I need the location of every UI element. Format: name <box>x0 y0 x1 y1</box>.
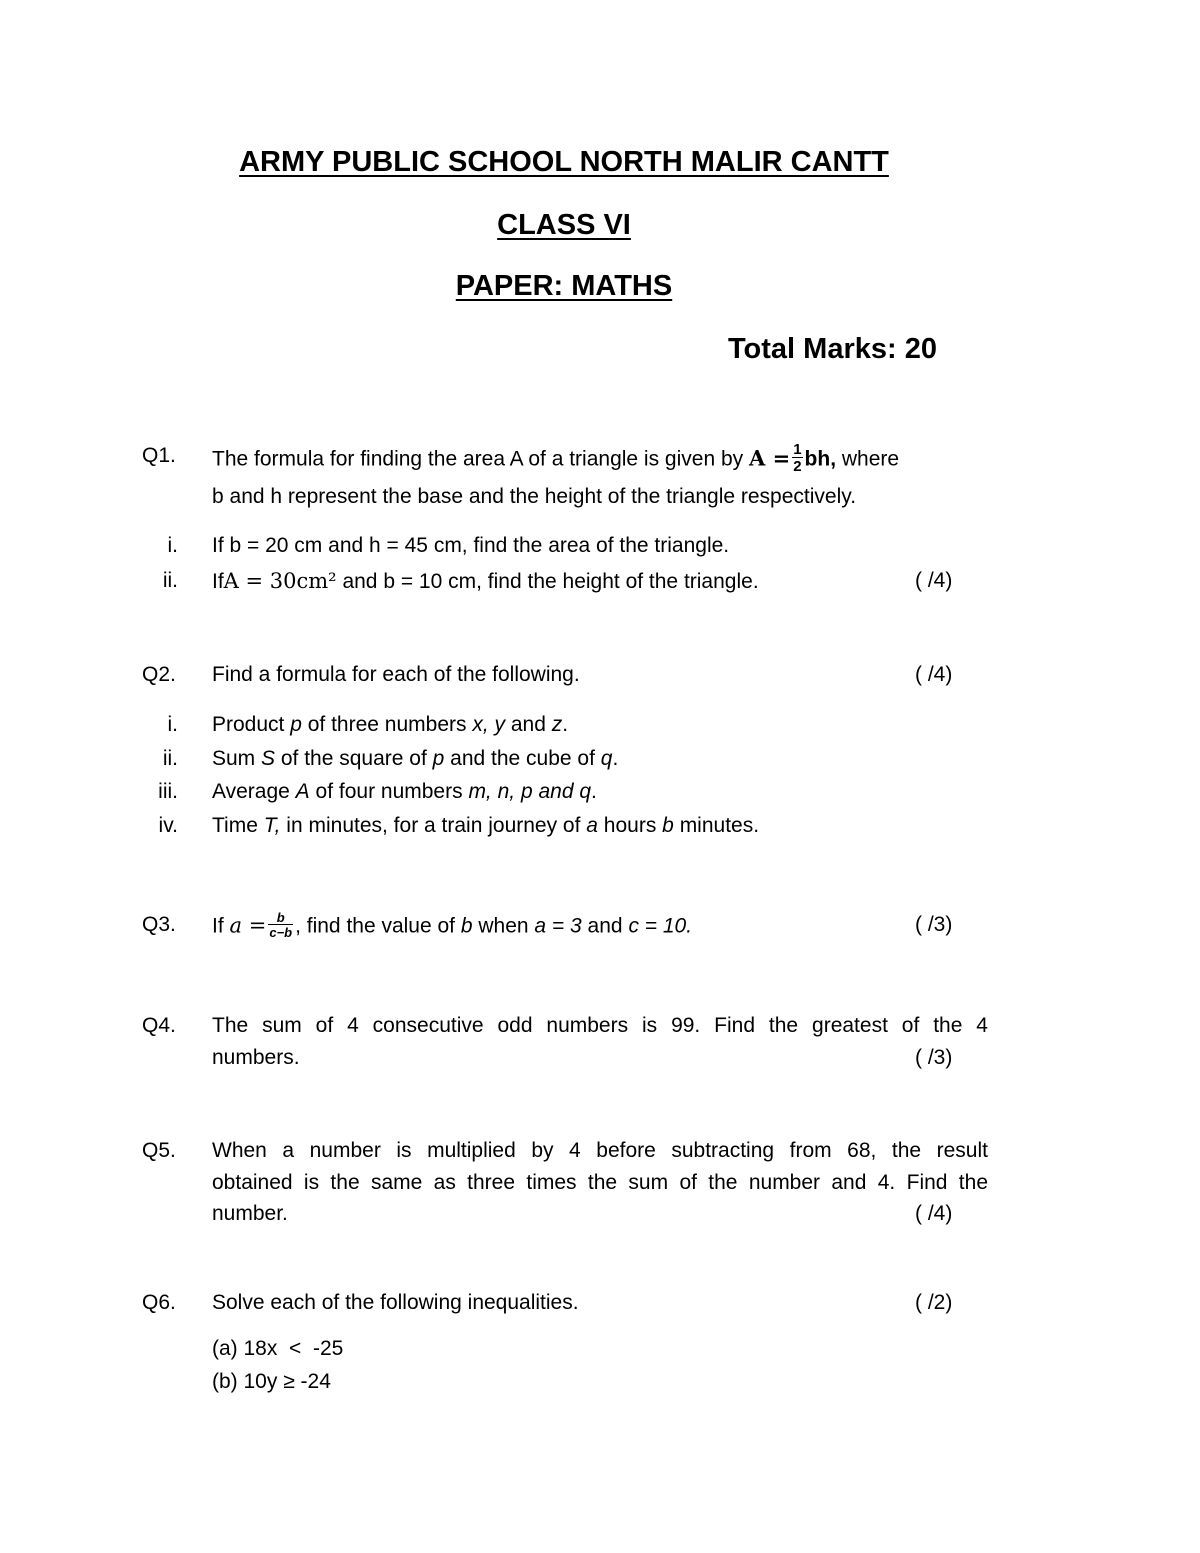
q2-part-iv-d: a <box>586 814 598 837</box>
total-marks: Total Marks: 20 <box>728 333 937 365</box>
q2-part-i-f: z <box>551 713 563 736</box>
q6-number: Q6. <box>142 1291 176 1314</box>
q2-part-iv-text <box>212 814 759 838</box>
q2-part-i-number: i. <box>167 713 178 736</box>
q1-text-line2: b and h represent the base and the height of the triangle respectively. <box>212 485 857 508</box>
q1-part-ii-text <box>212 569 759 594</box>
q1-part-i-number: i. <box>167 534 178 557</box>
q3-fraction <box>268 911 293 939</box>
q1-number: Q1. <box>142 444 176 467</box>
q2-part-ii-d: p <box>432 747 445 770</box>
q3-lhs: a = <box>229 913 267 938</box>
q2-part-iv-a: Time <box>212 814 264 837</box>
q1-formula-lhs: A = <box>749 445 791 471</box>
q5-line2: obtained is the same as three times the sum of the number and 4. Find the <box>212 1171 988 1194</box>
q3-fraction-denominator: c−b <box>269 925 293 940</box>
q2-part-iii-e: . <box>591 780 597 803</box>
q2-part-i-g: . <box>562 713 569 736</box>
q3-text <box>212 910 693 941</box>
q2-part-i-d: x, y <box>472 713 505 736</box>
q3-d: a = 3 <box>534 914 582 938</box>
q2-part-iii-a: Average <box>212 780 296 803</box>
q1-formula-fraction <box>792 442 802 474</box>
q6-text: Solve each of the following inequalities. <box>212 1291 579 1314</box>
school-name: ARMY PUBLIC SCHOOL NORTH MALIR CANTT <box>239 146 889 178</box>
q5-line1: When a number is multiplied by 4 before subtracting from 68, the result <box>212 1139 988 1162</box>
q2-part-ii-c: of the square of <box>275 747 433 770</box>
q2-part-iv-b: T, <box>263 814 281 837</box>
q1-part-i-text: If b = 20 cm and h = 45 cm, find the area of the triangle. <box>212 534 730 557</box>
q3-e: and <box>581 914 629 938</box>
q2-marks: ( /4) <box>915 663 953 686</box>
q2-part-i-e: and <box>505 713 552 736</box>
q2-part-ii-a: Sum <box>212 747 262 770</box>
q2-part-iv-e: hours <box>597 814 663 837</box>
q1-fraction-denominator: 2 <box>793 458 802 475</box>
q4-marks: ( /3) <box>915 1046 953 1069</box>
q4-line2: numbers. <box>212 1046 300 1069</box>
q2-part-i-b: p <box>290 713 302 736</box>
q2-part-i-text <box>212 713 568 737</box>
q2-part-iv-f: b <box>662 814 674 837</box>
q1-part-ii-number: ii. <box>162 569 178 592</box>
q2-part-iii-c: of four numbers <box>309 780 469 803</box>
q2-part-i-c: of three numbers <box>301 713 473 736</box>
q2-part-iii-d: m, n, p and q <box>468 780 592 803</box>
q3-pre: If <box>212 914 224 938</box>
q3-f: c = 10. <box>628 914 693 938</box>
q1-text-b: where <box>841 447 900 471</box>
class-title: CLASS VI <box>497 209 631 241</box>
q6-part-b: (b) 10y ≥ -24 <box>212 1370 331 1393</box>
q1-part-ii-post: and b = 10 cm, find the height of the triangle. <box>342 570 759 593</box>
q1-fraction-numerator: 1 <box>793 441 802 458</box>
q2-part-ii-text <box>212 747 618 771</box>
q4-line1: The sum of 4 consecutive odd numbers is 99. Find the greatest of the 4 <box>212 1014 988 1037</box>
q2-number: Q2. <box>142 663 176 686</box>
q2-part-iii-text <box>212 780 597 804</box>
q5-line3: number. <box>212 1202 288 1225</box>
q2-part-iv-g: minutes. <box>673 814 760 837</box>
q2-part-ii-e: and the cube of <box>444 747 601 770</box>
q3-a: , find the value of <box>295 914 461 938</box>
q2-part-ii-f: q <box>600 747 613 770</box>
q1-marks: ( /4) <box>915 569 953 592</box>
q2-part-i-a: Product <box>212 713 291 736</box>
q6-part-a: (a) 18x < -25 <box>212 1337 344 1360</box>
q1-text-a: The formula for finding the area A of a triangle is given by <box>212 447 744 471</box>
q2-part-iii-b: A <box>295 780 310 803</box>
q3-b: b <box>460 914 473 938</box>
q3-number: Q3. <box>142 913 176 936</box>
q2-part-ii-b: S <box>261 747 276 770</box>
q3-fraction-numerator: b <box>276 910 285 925</box>
q4-number: Q4. <box>142 1014 176 1037</box>
q3-marks: ( /3) <box>915 913 953 936</box>
q3-c: when <box>472 914 535 938</box>
q1-part-ii-pre: If <box>212 570 224 593</box>
q1-part-ii-math: A = 30cm² <box>223 569 337 593</box>
q1-text-line1 <box>212 441 900 476</box>
q2-part-iii-number: iii. <box>158 780 178 803</box>
q2-text: Find a formula for each of the following. <box>212 663 580 686</box>
q1-formula-rhs: bh, <box>804 447 837 471</box>
q5-marks: ( /4) <box>915 1202 953 1225</box>
q5-number: Q5. <box>142 1139 176 1162</box>
q2-part-ii-number: ii. <box>162 747 178 770</box>
q2-part-iv-number: iv. <box>158 814 178 837</box>
q6-marks: ( /2) <box>915 1291 953 1314</box>
paper-title: PAPER: MATHS <box>455 270 673 302</box>
q2-part-ii-g: . <box>612 747 619 770</box>
q2-part-iv-c: in minutes, for a train journey of <box>280 814 587 837</box>
